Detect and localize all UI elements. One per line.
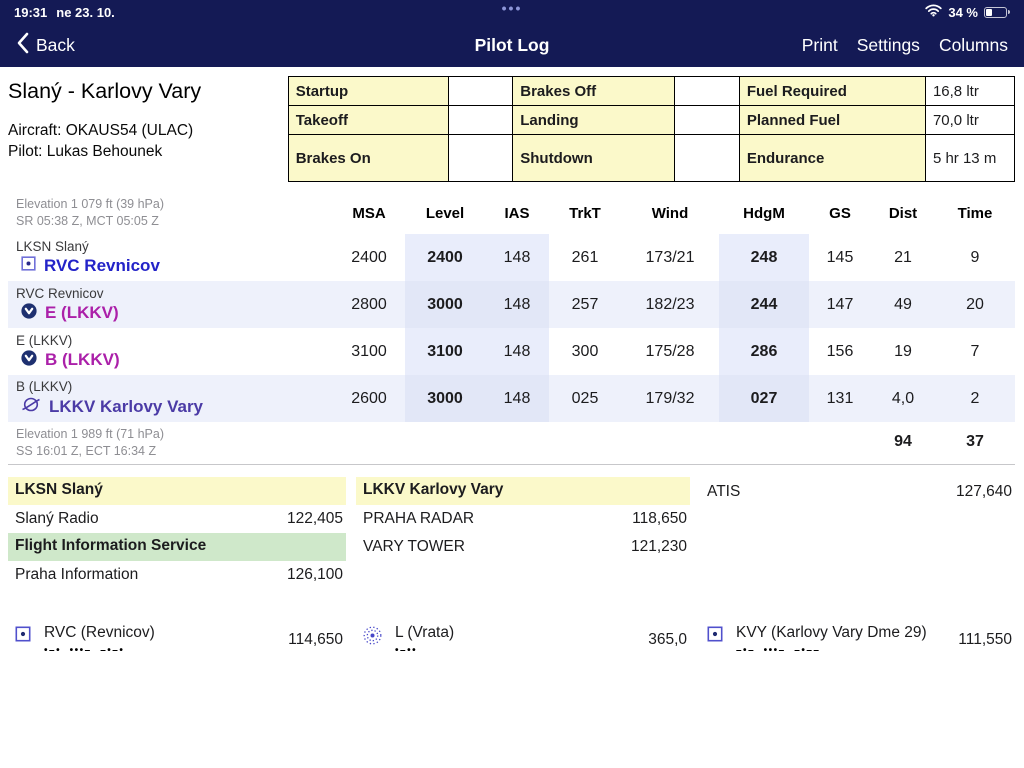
freq-row: [8, 561, 346, 589]
route-title: Slaný - Karlovy Vary: [8, 79, 202, 103]
column-header-level: Level: [425, 204, 465, 222]
column-header-wind: Wind: [651, 204, 689, 222]
freq-header-lkkv: LKKV Karlovy Vary: [356, 477, 690, 505]
time-value: 20: [966, 295, 984, 313]
planned-fuel-label: Planned Fuel: [739, 106, 925, 135]
page-title: Pilot Log: [474, 35, 550, 55]
back-label: Back: [36, 35, 75, 55]
gs-value: 131: [826, 389, 854, 407]
dist-value: 21: [894, 248, 912, 266]
vfr-point-icon: [21, 303, 37, 324]
level-value: 2400: [405, 234, 485, 281]
hdgm-value: 248: [719, 234, 809, 281]
leg-from-waypoint: B (LKKV): [16, 379, 73, 394]
flight-log-leg-row: [8, 375, 1015, 422]
level-value: 3000: [405, 281, 485, 328]
settings-button[interactable]: Settings: [856, 35, 920, 55]
fuel-required-label: Fuel Required: [739, 77, 925, 106]
freq-name: ATIS: [707, 482, 741, 500]
leg-to-waypoint: RVC Revnicov: [44, 256, 160, 275]
ias-value: 148: [485, 281, 549, 328]
gs-value: 145: [826, 248, 854, 266]
freq-name: VARY TOWER: [363, 538, 465, 555]
dist-value: 19: [894, 342, 912, 360]
departure-info: Elevation 1 079 ft (39 hPa) SR 05:38 Z, MCT 05:05 Z: [16, 197, 165, 228]
time-value: 7: [970, 342, 980, 360]
freq-header-fis: Flight Information Service: [8, 533, 346, 561]
ias-value: 148: [485, 328, 549, 375]
freq-name: PRAHA RADAR: [363, 510, 475, 527]
dist-value: 4,0: [891, 389, 915, 407]
trkt-value: 261: [571, 248, 599, 266]
ias-value: 148: [485, 375, 549, 422]
freq-row: [8, 505, 346, 533]
pilot-line: Pilot: Lukas Behounek: [8, 142, 163, 160]
startup-label: Startup: [288, 77, 448, 106]
freq-name: Slaný Radio: [15, 510, 99, 527]
trkt-value: 300: [571, 342, 599, 360]
status-bar: [0, 0, 1024, 24]
trkt-value: 025: [571, 389, 599, 407]
leg-to-waypoint: E (LKKV): [45, 303, 119, 322]
shutdown-value-field[interactable]: [675, 135, 740, 182]
column-header-hdgm: HdgM: [743, 204, 785, 222]
freq-value: 126,100: [286, 566, 343, 583]
landing-label: Landing: [513, 106, 675, 135]
msa-value: 2600: [351, 389, 387, 407]
freq-value: 122,405: [286, 510, 343, 527]
fuel-required-value: 16,8 ltr: [925, 77, 1014, 106]
columns-button[interactable]: Columns: [938, 35, 1008, 55]
flight-log-leg-row: [8, 234, 1015, 281]
column-header-gs: GS: [829, 204, 851, 222]
total-dist: 94: [894, 433, 912, 450]
gs-value: 156: [826, 342, 854, 360]
msa-value: 2800: [351, 295, 387, 313]
arrival-info: Elevation 1 989 ft (71 hPa) SS 16:01 Z, ECT 16:34 Z: [16, 427, 165, 458]
level-value: 3000: [405, 375, 485, 422]
freq-row: [356, 533, 690, 561]
leg-to-waypoint: B (LKKV): [45, 350, 120, 369]
msa-value: 2400: [351, 248, 387, 266]
navaids-section: [8, 624, 1015, 656]
column-header-time: Time: [957, 204, 993, 222]
brakes-off-label: Brakes Off: [513, 77, 675, 106]
flight-log-leg-row: [8, 281, 1015, 328]
leg-from-waypoint: RVC Revnicov: [16, 285, 104, 301]
navaid-frequency: 365,0: [648, 631, 687, 648]
ndb-icon: [363, 626, 382, 650]
brakes-off-value-field[interactable]: [675, 77, 740, 106]
times-fuel-table: [288, 76, 1015, 182]
navaid-morse-code: –•– •••– –•––: [736, 645, 821, 656]
brakes-on-label: Brakes On: [288, 135, 448, 182]
airport-icon: [21, 396, 41, 418]
freq-panel-lksn: [8, 477, 346, 589]
flight-log-totals-row: [8, 422, 1015, 462]
navigation-bar: [0, 24, 1024, 67]
wind-value: 173/21: [645, 248, 695, 266]
chevron-left-icon: [16, 32, 29, 59]
shutdown-label: Shutdown: [513, 135, 675, 182]
hdgm-value: 244: [719, 281, 809, 328]
multitask-dots-icon: •••: [501, 0, 523, 16]
startup-value-field[interactable]: [448, 77, 513, 106]
freq-panel-atis: [700, 477, 1015, 589]
freq-name: Praha Information: [15, 566, 139, 583]
msa-value: 3100: [351, 342, 387, 360]
time-value: 9: [970, 248, 980, 266]
vor-dme-icon: [707, 626, 723, 647]
navaid-morse-code: •–• •••– –•–•: [44, 645, 125, 656]
takeoff-value-field[interactable]: [448, 106, 513, 135]
freq-row: [700, 477, 1015, 505]
back-button[interactable]: [16, 32, 75, 59]
vor-icon: [21, 256, 36, 276]
dist-value: 49: [894, 295, 912, 313]
freq-value: 118,650: [632, 510, 687, 527]
leg-to-waypoint: LKKV Karlovy Vary: [49, 397, 204, 416]
navaid-l-vrata: [356, 624, 690, 656]
planned-fuel-value: 70,0 ltr: [925, 106, 1014, 135]
column-header-trkt: TrkT: [569, 204, 601, 222]
navaid-morse-code: •–••: [395, 645, 418, 656]
freq-value: 127,640: [955, 482, 1012, 500]
print-button[interactable]: Print: [801, 35, 838, 55]
landing-value-field[interactable]: [675, 106, 740, 135]
status-date: ne 23. 10.: [56, 4, 115, 20]
hdgm-value: 027: [719, 375, 809, 422]
endurance-value: 5 hr 13 m: [925, 135, 1014, 182]
ias-value: 148: [485, 234, 549, 281]
navaid-name: KVY (Karlovy Vary Dme 29): [736, 624, 927, 641]
wind-value: 175/28: [645, 342, 695, 360]
flight-log-table: [8, 192, 1015, 465]
navaid-frequency: 111,550: [958, 631, 1012, 648]
leg-from-waypoint: E (LKKV): [16, 332, 73, 348]
navaid-frequency: 114,650: [288, 631, 343, 648]
leg-from-waypoint: LKSN Slaný: [16, 239, 89, 254]
time-value: 2: [970, 389, 980, 407]
aircraft-line: Aircraft: OKAUS54 (ULAC): [8, 122, 194, 139]
navaid-name: L (Vrata): [395, 624, 455, 641]
column-header-ias: IAS: [504, 204, 530, 222]
frequencies-section: [8, 477, 1015, 589]
wind-value: 179/32: [645, 389, 695, 407]
takeoff-label: Takeoff: [288, 106, 448, 135]
battery-percent: 34 %: [948, 4, 978, 20]
freq-row: [356, 505, 690, 533]
vfr-point-icon: [21, 350, 37, 371]
level-value: 3100: [405, 328, 485, 375]
flight-log-header-row: [8, 192, 1015, 234]
freq-header-lksn: LKSN Slaný: [8, 477, 346, 505]
brakes-on-value-field[interactable]: [448, 135, 513, 182]
endurance-label: Endurance: [739, 135, 925, 182]
navaid-kvy: [700, 624, 1015, 656]
column-header-msa: MSA: [352, 204, 386, 222]
column-header-dist: Dist: [888, 204, 918, 222]
status-time: 19:31: [14, 4, 48, 20]
total-time: 37: [966, 433, 984, 450]
navaid-rvc: [8, 624, 346, 656]
trkt-value: 257: [571, 295, 599, 313]
vor-icon: [15, 626, 31, 647]
gs-value: 147: [826, 295, 854, 313]
freq-value: 121,230: [630, 538, 687, 555]
freq-panel-lkkv: [356, 477, 690, 589]
section-divider: [8, 464, 1015, 465]
wind-value: 182/23: [645, 295, 695, 313]
navaid-name: RVC (Revnicov): [44, 624, 155, 641]
flight-log-leg-row: [8, 328, 1015, 375]
hdgm-value: 286: [719, 328, 809, 375]
